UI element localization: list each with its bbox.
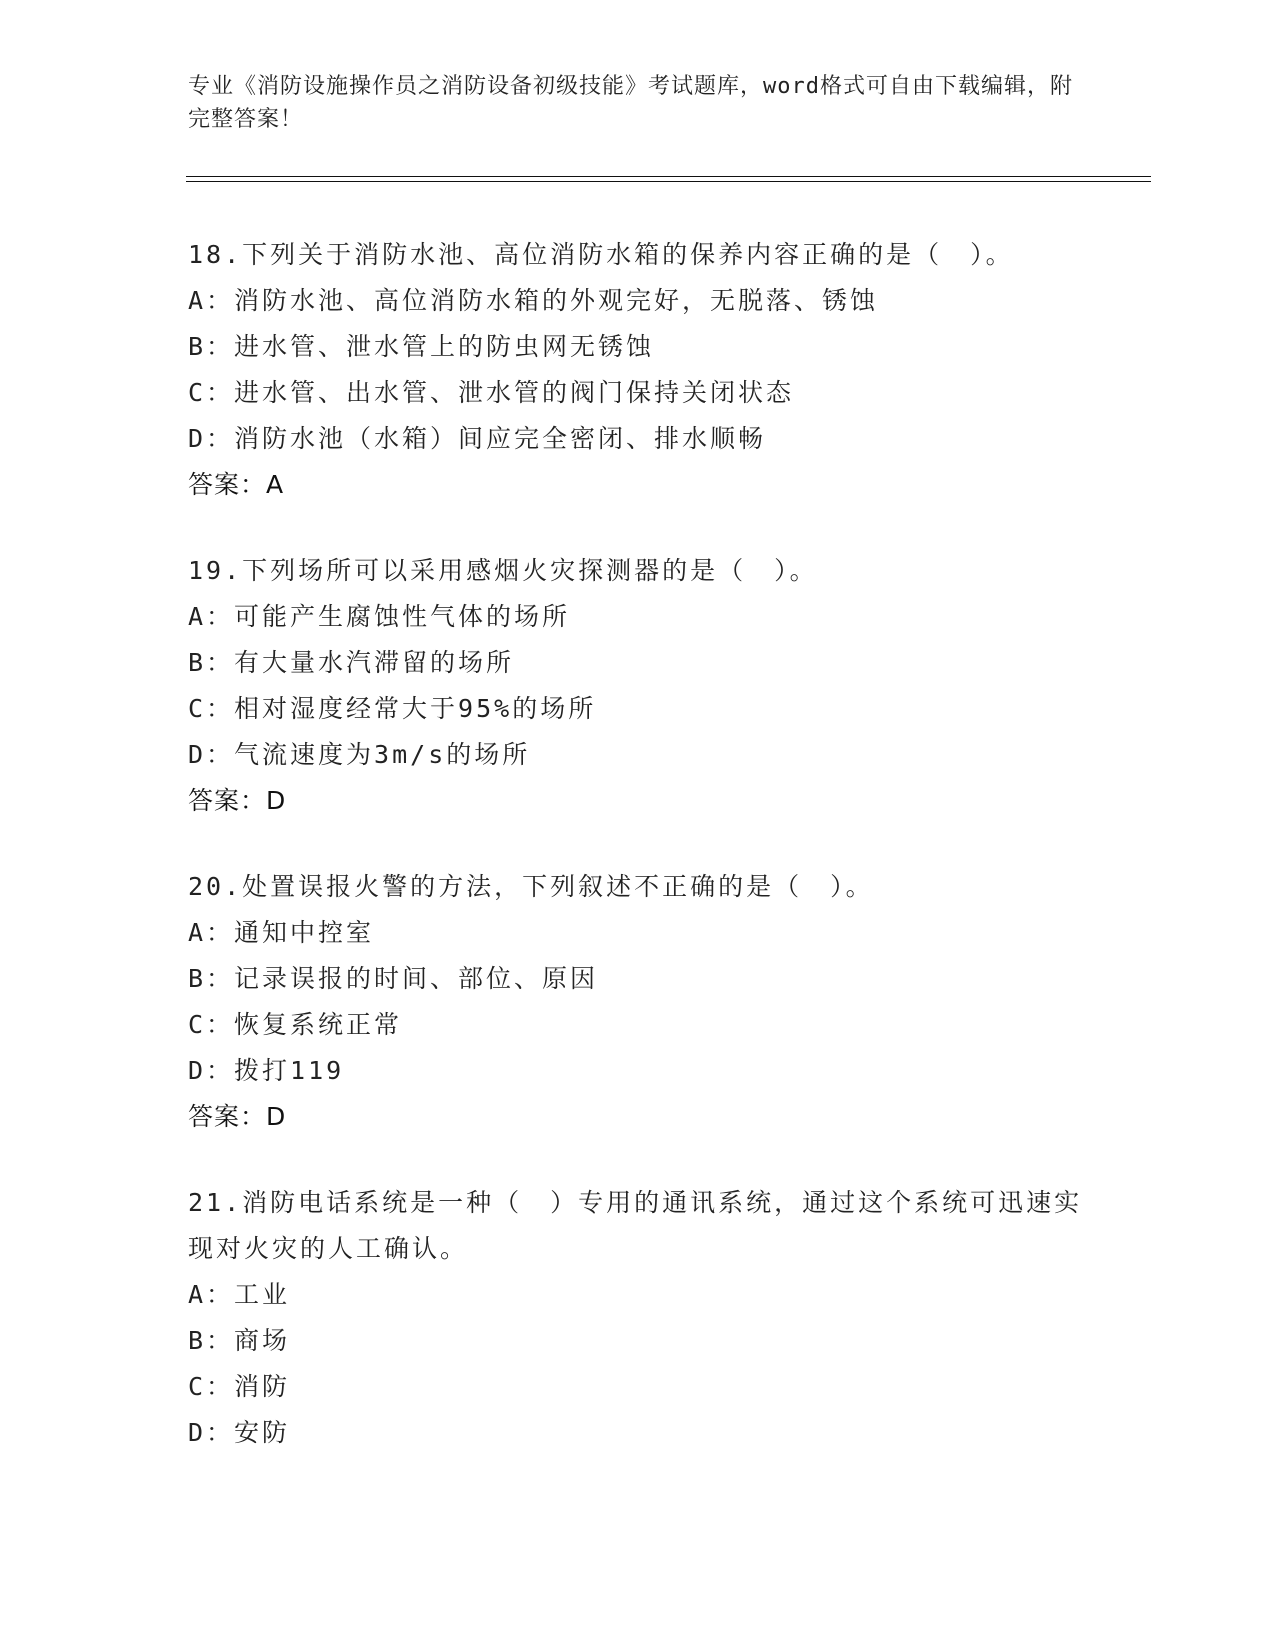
option-d: D：拨打119	[188, 1056, 345, 1085]
option-c: C：进水管、出水管、泄水管的阀门保持关闭状态	[188, 378, 795, 407]
option-a: A：通知中控室	[188, 918, 375, 947]
question-20	[188, 864, 1088, 1140]
question-stem: 21.消防电话系统是一种（ ）专用的通讯系统，通过这个系统可迅速实现对火灾的人工确认。	[188, 1188, 1083, 1263]
option-b: B：进水管、泄水管上的防虫网无锈蚀	[188, 332, 655, 361]
option-c: C：恢复系统正常	[188, 1010, 403, 1039]
header-divider-bottom	[186, 181, 1151, 182]
question-stem: 18.下列关于消防水池、高位消防水箱的保养内容正确的是（ ）。	[188, 240, 1014, 269]
question-18	[188, 232, 1088, 508]
answer: 答案：A	[188, 470, 285, 499]
option-a: A：工业	[188, 1280, 291, 1309]
option-d: D：气流速度为3m/s的场所	[188, 740, 531, 769]
header-divider-top	[186, 176, 1151, 177]
option-b: B：有大量水汽滞留的场所	[188, 648, 515, 677]
option-c: C：相对湿度经常大于95%的场所	[188, 694, 597, 723]
answer: 答案：D	[188, 1102, 287, 1131]
document-header: 专业《消防设施操作员之消防设备初级技能》考试题库，word格式可自由下载编辑，附完整答案！	[188, 74, 1073, 132]
question-list	[188, 232, 1088, 1456]
option-b: B：商场	[188, 1326, 291, 1355]
question-19	[188, 548, 1088, 824]
question-stem: 20.处置误报火警的方法，下列叙述不正确的是（ ）。	[188, 872, 874, 901]
answer: 答案：D	[188, 786, 287, 815]
option-a: A：消防水池、高位消防水箱的外观完好，无脱落、锈蚀	[188, 286, 879, 315]
option-b: B：记录误报的时间、部位、原因	[188, 964, 599, 993]
option-d: D：安防	[188, 1418, 291, 1447]
option-c: C：消防	[188, 1372, 291, 1401]
option-a: A：可能产生腐蚀性气体的场所	[188, 602, 571, 631]
question-stem: 19.下列场所可以采用感烟火灾探测器的是（ ）。	[188, 556, 818, 585]
option-d: D：消防水池（水箱）间应完全密闭、排水顺畅	[188, 424, 767, 453]
question-21	[188, 1180, 1088, 1456]
